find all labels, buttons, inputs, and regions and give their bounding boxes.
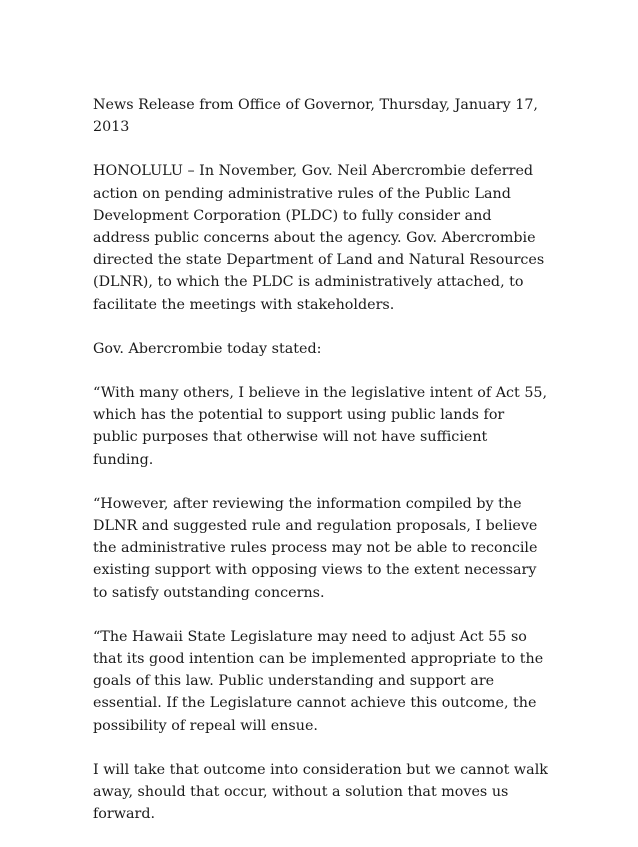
paragraph-honolulu: HONOLULU – In November, Gov. Neil Abercrombie deferred action on pending administrative rules of the Public Land Development Corporation (PLDC) to fully consider and address public concerns about the agency. Gov. Abercrombie directed the state Department of Land and Natural Resources (DLNR), to which the PLDC is administratively attached, to facilitate the meetings with stakeholders.: [93, 163, 545, 313]
paragraph-dlnr-review: “However, after reviewing the information compiled by the DLNR and suggested rule and regulation proposals, I believe the administrative rules process may not be able to reconcile existing support with opposing views to the extent necessary to satisfy outstanding concerns.: [93, 495, 538, 601]
paragraph-legislature: “The Hawaii State Legislature may need to adjust Act 55 so that its good intention can be implemented appropriate to the goals of this law. Public understanding and support are essential. If the Legislature cannot achieve this outcome, the possibility of repeal will ensue.: [93, 628, 544, 734]
paragraph-act-55-intent: “With many others, I believe in the legislative intent of Act 55, which has the potential to support using public lands for public purposes that otherwise will not have sufficient funding.: [93, 385, 548, 468]
paragraph-stated: Gov. Abercrombie today stated:: [93, 340, 322, 357]
document-body: [93, 94, 551, 847]
release-header: News Release from Office of Governor, Thursday, January 17, 2013: [93, 97, 538, 136]
paragraph-outcome: I will take that outcome into consideration but we cannot walk away, should that occur, without a solution that moves us forward.: [93, 761, 548, 823]
